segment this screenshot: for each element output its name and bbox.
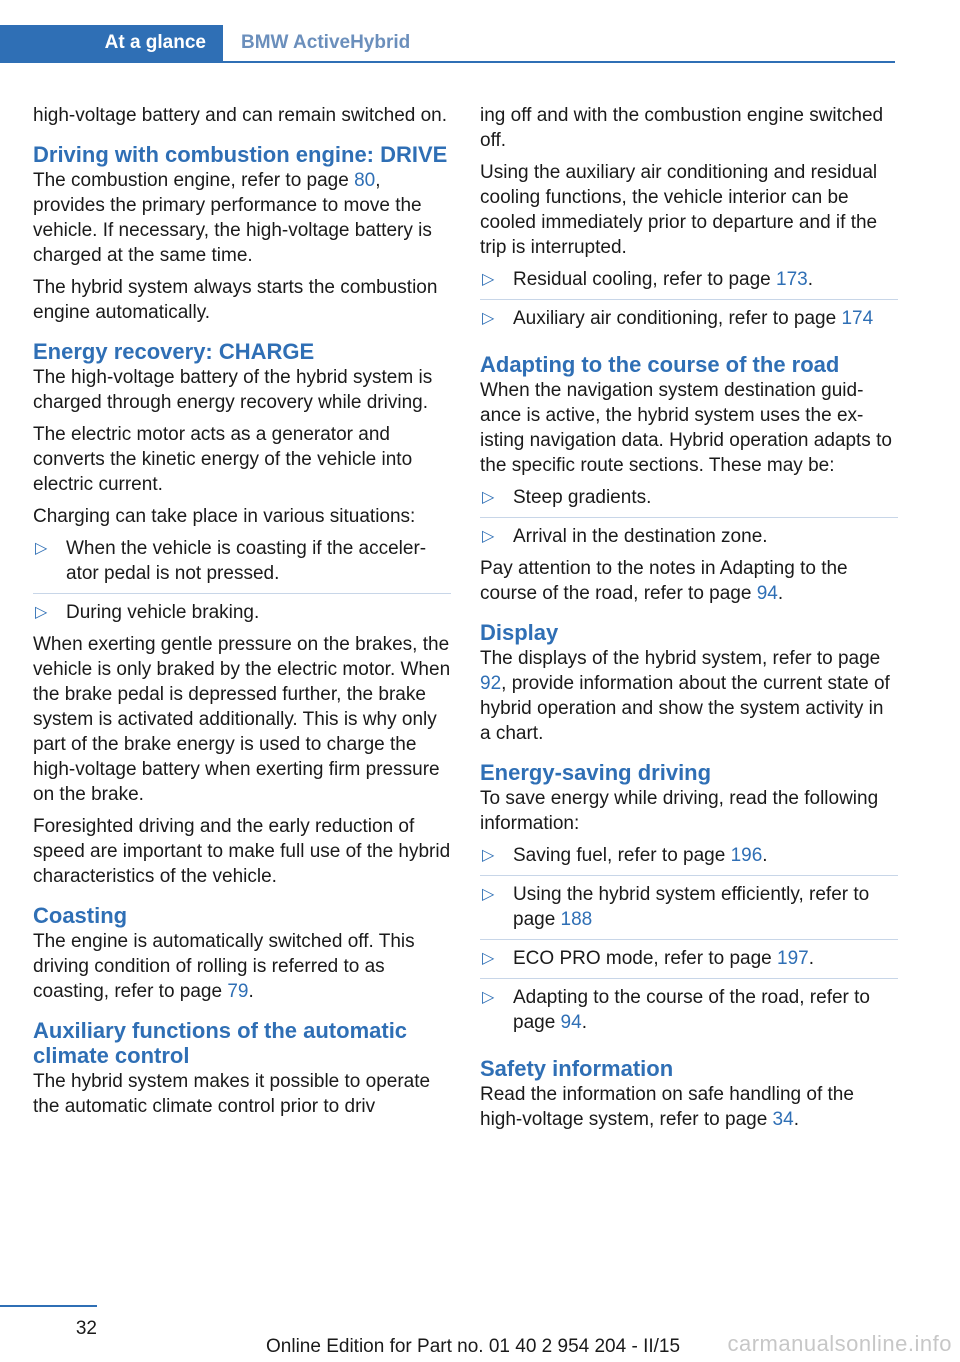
paragraph: Read the information on safe handling of the high-voltage system, refer to page 34. [480, 1084, 854, 1130]
bullet-triangle-icon: ▷ [35, 604, 48, 621]
page-number: 32 [75, 1318, 97, 1339]
list-item: ▷ Auxiliary air conditioning, refer to page 174 [482, 308, 874, 329]
paragraph: When exerting gentle pressure on the brakes, the vehicle is only braked by the electric motor. When the brake pedal is depressed further, the brake system is activated additionally. This is why only part of the brake energy is used to charge the high-voltage battery when exerting firm pressure on the brake. [33, 634, 451, 805]
paragraph: Charging can take place in various situations: [33, 506, 416, 527]
bullet-triangle-icon: ▷ [482, 847, 495, 864]
page-link[interactable]: 92 [480, 673, 502, 694]
chapter-tab[interactable]: At a glance [0, 25, 223, 61]
paragraph: Foresighted driving and the early reduction of speed are important to make full use of the hybrid characteristics of the vehicle. [33, 816, 451, 887]
paragraph: The high-voltage battery of the hybrid system is charged through energy recovery while driving. [33, 367, 433, 413]
paragraph: Using the auxiliary air conditioning and residual cooling functions, the vehicle interior can be cooled immediately prior to departure and if the trip is interrupted. [480, 162, 878, 258]
page-link[interactable]: 94 [560, 1012, 582, 1033]
list-item: ▷ Residual cooling, refer to page 173. [480, 267, 898, 300]
heading-charge: Energy recovery: CHARGE [33, 339, 315, 364]
heading-display: Display [480, 620, 559, 645]
heading-auxiliary: Auxiliary functions of the automatic climate control [33, 1018, 408, 1068]
list-item: ▷ Using the hybrid system efficiently, refer to page 188 [480, 882, 898, 940]
page-link[interactable]: 34 [772, 1109, 794, 1130]
bullet-triangle-icon: ▷ [35, 540, 48, 557]
header-bar [0, 25, 895, 63]
list-item: ▷ Saving fuel, refer to page 196. [480, 843, 898, 876]
heading-coasting: Coasting [33, 903, 128, 928]
paragraph: When the navigation system destination guidance is active, the hybrid system uses the existing navigation data. Hybrid operation adapts to the specific route sections. These may be: [480, 380, 892, 476]
page-link[interactable]: 188 [560, 909, 593, 930]
right-column [480, 103, 898, 1139]
section-tab[interactable]: BMW ActiveHybrid [241, 32, 411, 53]
page-link[interactable]: 94 [756, 583, 778, 604]
list-item: ▷ When the vehicle is coasting if the accelerator pedal is not pressed. [33, 536, 451, 594]
paragraph: The electric motor acts as a generator and converts the kinetic energy of the vehicle into electric current. [33, 424, 413, 495]
page-link[interactable]: 80 [354, 170, 376, 191]
bullet-triangle-icon: ▷ [482, 950, 495, 967]
page-link[interactable]: 196 [730, 845, 763, 866]
bullet-triangle-icon: ▷ [482, 489, 495, 506]
list-item: ▷ Steep gradients. [480, 485, 898, 518]
paragraph: The hybrid system always starts the combustion engine automatically. [33, 277, 438, 323]
page-link[interactable]: 197 [777, 948, 809, 969]
paragraph: To save energy while driving, read the following information: [480, 788, 879, 834]
heading-energy-saving: Energy-saving driving [480, 760, 712, 785]
paragraph: The displays of the hybrid system, refer to page 92, provide information about the current state of hybrid operation and show the system activity in a chart. [480, 648, 890, 744]
list-item: ▷ Adapting to the course of the road, refer to page 94. [482, 987, 871, 1033]
heading-safety: Safety information [480, 1056, 674, 1081]
paragraph: high-voltage battery and can remain switched on. [33, 105, 448, 126]
watermark: carmanualsonline.info [727, 1331, 952, 1356]
heading-road: Adapting to the course of the road [480, 352, 840, 377]
page-link[interactable]: 174 [841, 308, 874, 329]
page-link[interactable]: 79 [227, 981, 249, 1002]
list-item: ▷ Arrival in the destination zone. [482, 526, 768, 547]
bullet-triangle-icon: ▷ [482, 528, 495, 545]
paragraph: The engine is automatically switched off. This driving condition of rolling is referred to as coasting, refer to page 79. [33, 931, 415, 1002]
page-number-rule [0, 1305, 97, 1307]
bullet-triangle-icon: ▷ [482, 310, 495, 327]
bullet-triangle-icon: ▷ [482, 989, 495, 1006]
bullet-triangle-icon: ▷ [482, 271, 495, 288]
page-link[interactable]: 173 [776, 269, 808, 290]
paragraph: ing off and with the combustion engine switched off. [480, 105, 884, 151]
paragraph: Pay attention to the notes in Adapting to the course of the road, refer to page 94. [480, 558, 848, 604]
bullet-triangle-icon: ▷ [482, 886, 495, 903]
left-column [33, 103, 451, 1126]
paragraph: The hybrid system makes it possible to operate the automatic climate control prior to driv [33, 1071, 431, 1117]
paragraph: The combustion engine, refer to page 80, provides the primary performance to move the vehicle. If necessary, the high-voltage battery is charged at the same time. [33, 170, 432, 266]
list-item: ▷ ECO PRO mode, refer to page 197. [480, 946, 898, 979]
list-item: ▷ During vehicle braking. [35, 602, 260, 623]
heading-drive: Driving with combustion engine: DRIVE [33, 142, 448, 167]
edition-footer: Online Edition for Part no. 01 40 2 954 204 - II/15 [266, 1336, 681, 1357]
